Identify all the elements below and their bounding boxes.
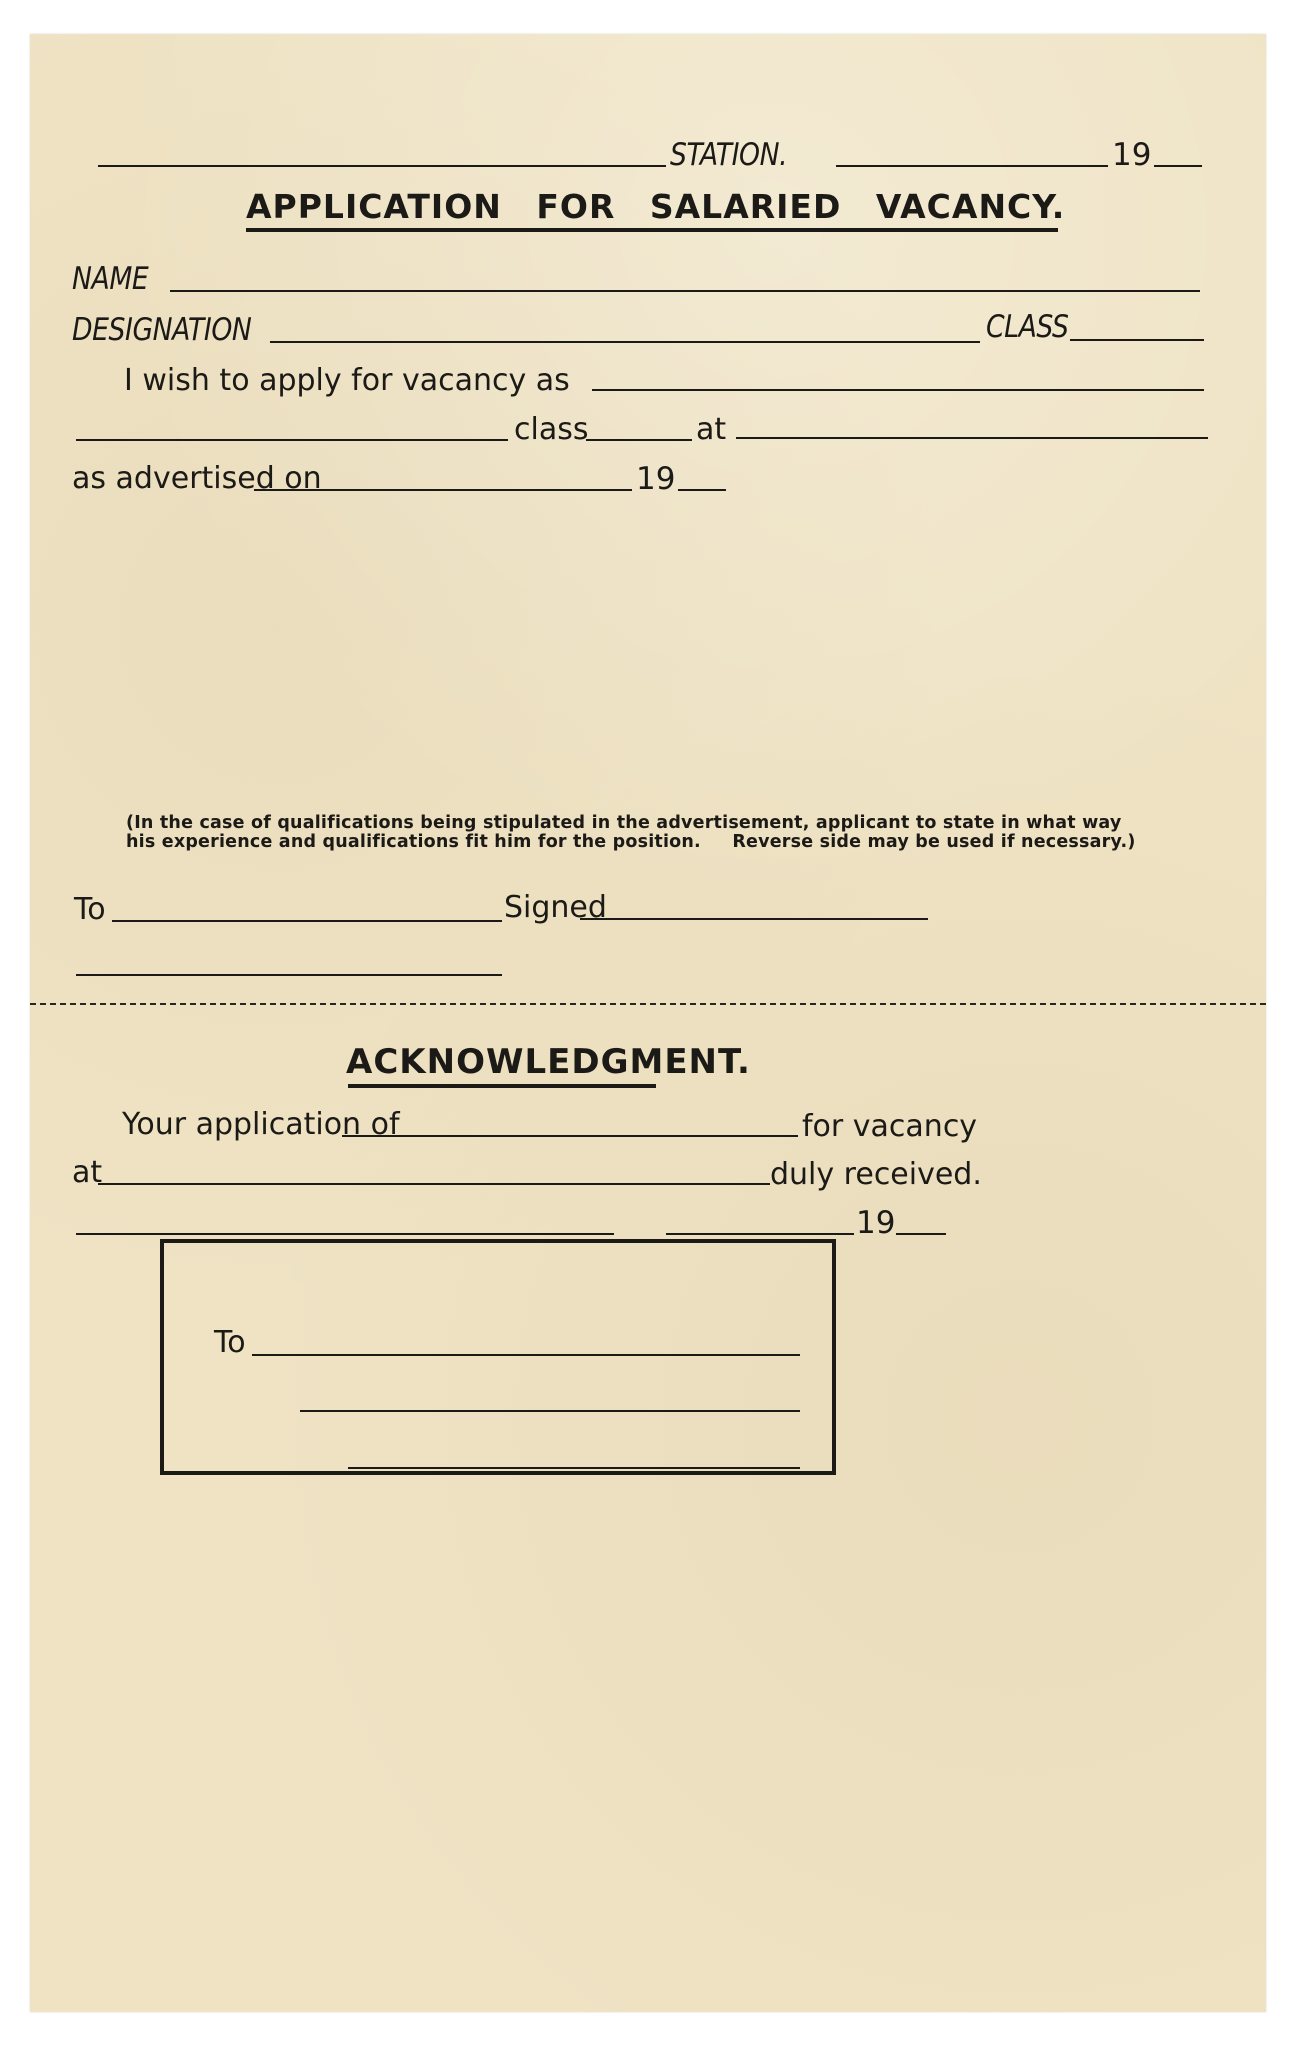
name-label: NAME: [72, 261, 149, 297]
acknowledgment-underline: [348, 1084, 656, 1088]
title-underline: [246, 228, 1058, 232]
address-to-label: To: [214, 1325, 246, 1360]
apply-text: I wish to apply for vacancy as: [124, 363, 570, 398]
address-line-1[interactable]: [252, 1354, 800, 1356]
vacancy-position-field[interactable]: [592, 389, 1204, 391]
ack-at-text: at: [72, 1155, 103, 1190]
vacancy-location-field[interactable]: [736, 437, 1208, 439]
ack-location-field[interactable]: [98, 1183, 770, 1185]
place-line[interactable]: [98, 165, 666, 167]
advertised-text: as advertised on: [72, 461, 322, 496]
class-label: CLASS: [986, 309, 1069, 345]
qualifications-note-line1: (In the case of qualifications being stipulated in the advertisement, applicant to state in what way: [126, 813, 1122, 833]
qualifications-note-line2: his experience and qualifications fit him for the position. Reverse side may be used if necessary.): [126, 832, 1136, 852]
to-address-field[interactable]: [76, 974, 502, 976]
vacancy-detail-field[interactable]: [76, 439, 508, 441]
to-label: To: [74, 892, 106, 927]
tear-off-line: [30, 1003, 1266, 1005]
at-text: at: [696, 412, 727, 447]
advertised-date-field[interactable]: [254, 489, 632, 491]
designation-field[interactable]: [270, 341, 980, 343]
advertised-year-label: 19: [636, 461, 676, 497]
signature-field[interactable]: [580, 918, 928, 920]
header-year-line[interactable]: [1154, 165, 1202, 167]
class-text: class: [514, 412, 589, 447]
address-line-2[interactable]: [300, 1410, 800, 1412]
class-field[interactable]: [1070, 339, 1204, 341]
signed-label: Signed: [504, 890, 607, 925]
form-title: APPLICATION FOR SALARIED VACANCY.: [246, 187, 1066, 226]
ack-year-label: 19: [856, 1205, 896, 1241]
acknowledgment-title: ACKNOWLEDGMENT.: [346, 1042, 751, 1082]
header-year-label: 19: [1112, 137, 1152, 173]
vacancy-class-field[interactable]: [586, 439, 692, 441]
date-line[interactable]: [836, 165, 1108, 167]
address-box: [160, 1239, 836, 1475]
address-line-3[interactable]: [348, 1467, 800, 1469]
name-field[interactable]: [170, 290, 1200, 292]
form-sheet: [30, 34, 1266, 2012]
ack-application-field[interactable]: [342, 1135, 798, 1137]
station-label: STATION.: [670, 137, 788, 173]
ack-vacancy-text: for vacancy: [802, 1109, 978, 1144]
ack-place-field[interactable]: [76, 1233, 614, 1235]
ack-received-text: duly received.: [770, 1157, 982, 1192]
ack-date-field[interactable]: [666, 1233, 854, 1235]
ack-application-text: Your application of: [122, 1107, 400, 1142]
to-field[interactable]: [112, 920, 502, 922]
designation-label: DESIGNATION: [72, 312, 252, 348]
ack-year-field[interactable]: [896, 1233, 946, 1235]
advertised-year-field[interactable]: [678, 489, 726, 491]
